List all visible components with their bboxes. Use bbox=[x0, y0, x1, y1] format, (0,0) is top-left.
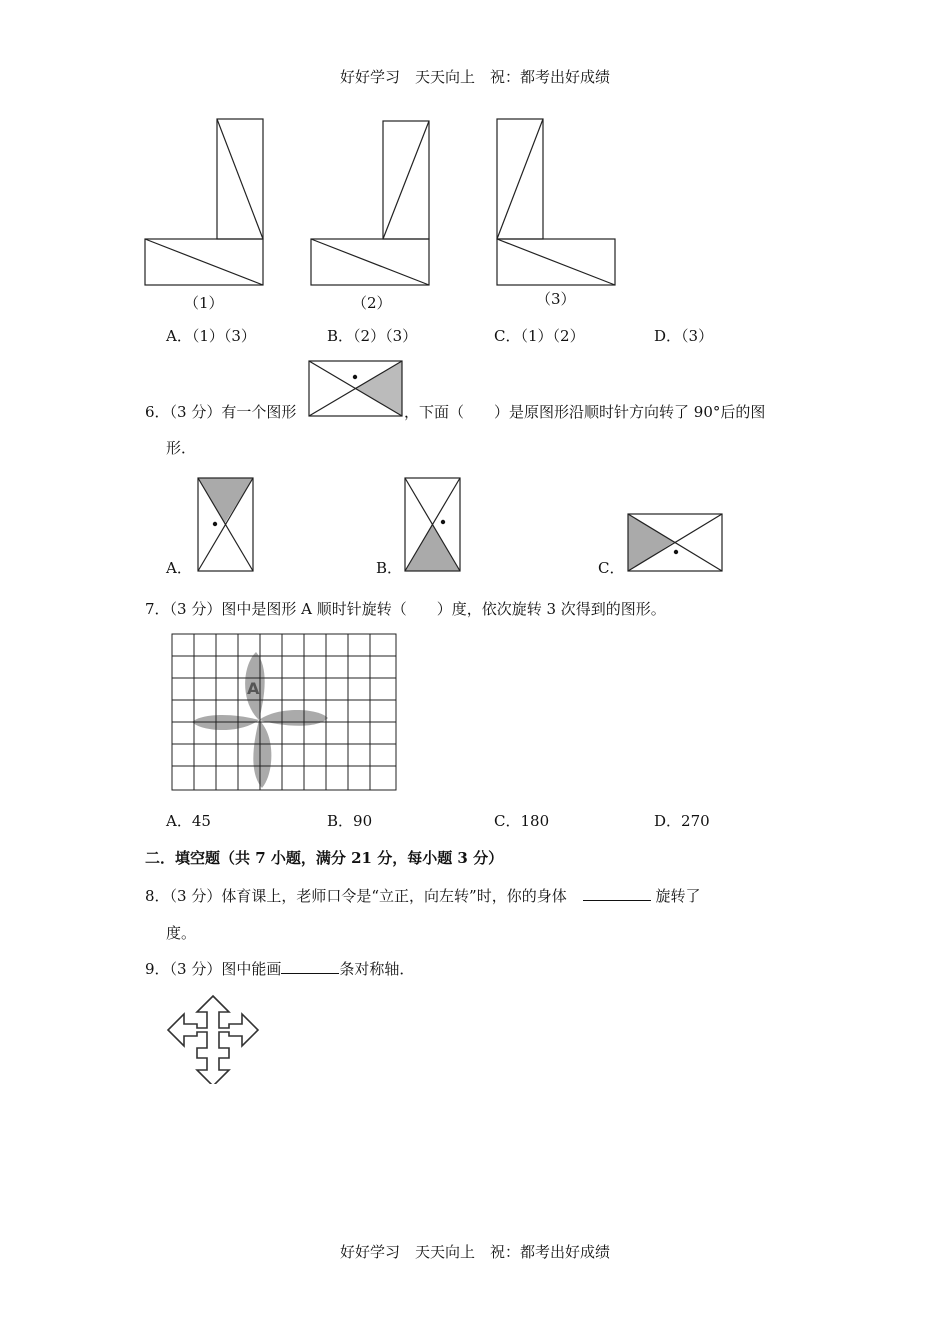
q5-option-b: B．（2）（3） bbox=[327, 327, 418, 345]
q8-text-before: 8．（3 分）体育课上，老师口令是“立正，向左转”时，你的身体 bbox=[145, 887, 567, 905]
q5-figures bbox=[140, 112, 620, 312]
q8-text-after: 旋转了 bbox=[655, 887, 701, 905]
q5-option-c: C．（1）（2） bbox=[494, 327, 585, 345]
q6-text-before: 6．（3 分）有一个图形 bbox=[145, 403, 297, 421]
q6-option-b: B． bbox=[376, 559, 403, 577]
q8-answer-blank[interactable] bbox=[583, 886, 651, 901]
petal-right bbox=[259, 710, 328, 726]
fig3-label: （3） bbox=[536, 290, 576, 308]
q6-text-after: ，下面（ ）是原图形沿顺时针方向转了 90°后的图 bbox=[404, 403, 766, 421]
q7-option-d: D．270 bbox=[654, 812, 710, 830]
q7-grid-figure bbox=[168, 630, 400, 794]
q9-answer-blank[interactable] bbox=[281, 959, 339, 974]
q9-cross-arrow-figure bbox=[165, 988, 261, 1084]
fig1-label: （1） bbox=[184, 294, 224, 312]
page-footer: 好好学习 天天向上 祝：都考出好成绩 bbox=[339, 1243, 610, 1261]
q6-text-line2: 形． bbox=[166, 439, 197, 457]
q6-option-c: C． bbox=[598, 559, 625, 577]
q5-option-a: A．（1）（3） bbox=[166, 327, 256, 345]
q8-text-line1 bbox=[145, 885, 701, 906]
q7-option-a: A．45 bbox=[166, 812, 211, 830]
q5-option-d: D．（3） bbox=[654, 327, 714, 345]
section-heading: 二．填空题（共 7 小题，满分 21 分，每小题 3 分） bbox=[145, 849, 504, 867]
q6-option-a-figure bbox=[196, 476, 256, 573]
q6-original-figure bbox=[308, 360, 404, 418]
q6-option-c-figure bbox=[626, 512, 724, 573]
q9-text bbox=[145, 958, 414, 979]
fig2-label: （2） bbox=[352, 294, 392, 312]
q7-option-b: B．90 bbox=[327, 812, 373, 830]
petal-down bbox=[253, 720, 271, 788]
q8-text-line2: 度。 bbox=[166, 924, 197, 942]
q7-option-c: C．180 bbox=[494, 812, 550, 830]
q9-text-after: 条对称轴． bbox=[339, 960, 415, 978]
q6-option-b-figure bbox=[403, 476, 463, 573]
q9-text-before: 9．（3 分）图中能画 bbox=[145, 960, 282, 978]
grid-label-a: A bbox=[247, 679, 260, 698]
page-header: 好好学习 天天向上 祝：都考出好成绩 bbox=[339, 68, 610, 86]
q7-text: 7．（3 分）图中是图形 A 顺时针旋转（ ）度，依次旋转 3 次得到的图形。 bbox=[145, 600, 666, 618]
q6-option-a: A． bbox=[166, 559, 192, 577]
